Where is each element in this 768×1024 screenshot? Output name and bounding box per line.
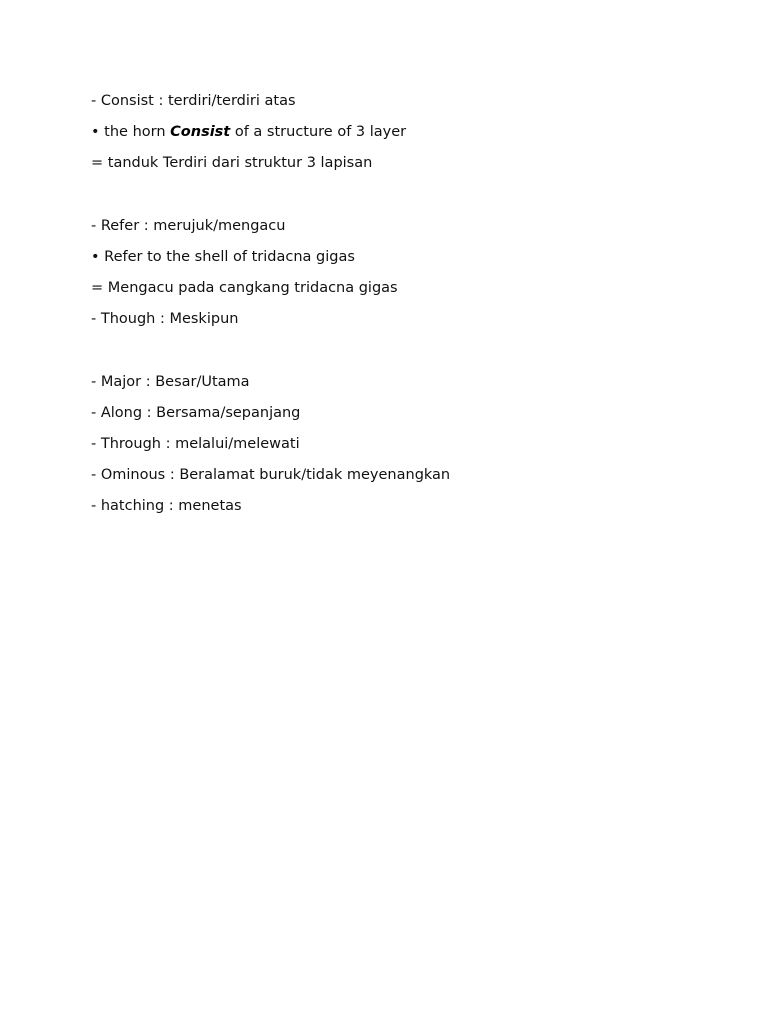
blank-line (91, 185, 731, 205)
vocab-line-consist: - Consist : terdiri/terdiri atas (91, 93, 296, 109)
example-text-before: • the horn (91, 124, 171, 141)
example-line-consist (91, 122, 731, 142)
translation-line-consist: = tanduk Terdiri dari struktur 3 lapisan (91, 155, 373, 172)
example-text-after: of a structure of 3 layer (230, 124, 407, 141)
translation-line-refer: = Mengacu pada cangkang tridacna gigas (91, 280, 398, 297)
vocab-line-major: - Major : Besar/Utama (91, 373, 250, 390)
vocab-line-refer: - Refer : merujuk/mengacu (91, 217, 286, 234)
vocab-line-through: - Through : melalui/melewati (91, 436, 300, 453)
blank-line (91, 341, 731, 361)
document-body (91, 91, 731, 528)
example-line-refer: • Refer to the shell of tridacna gigas (91, 248, 355, 265)
vocab-line-though: - Though : Meskipun (91, 311, 239, 328)
emphasized-word: Consist (170, 124, 231, 141)
vocab-line-ominous: - Ominous : Beralamat buruk/tidak meyenangkan (91, 467, 451, 484)
vocab-line-along: - Along : Bersama/sepanjang (91, 404, 301, 421)
vocab-line-hatching: - hatching : menetas (91, 498, 242, 515)
